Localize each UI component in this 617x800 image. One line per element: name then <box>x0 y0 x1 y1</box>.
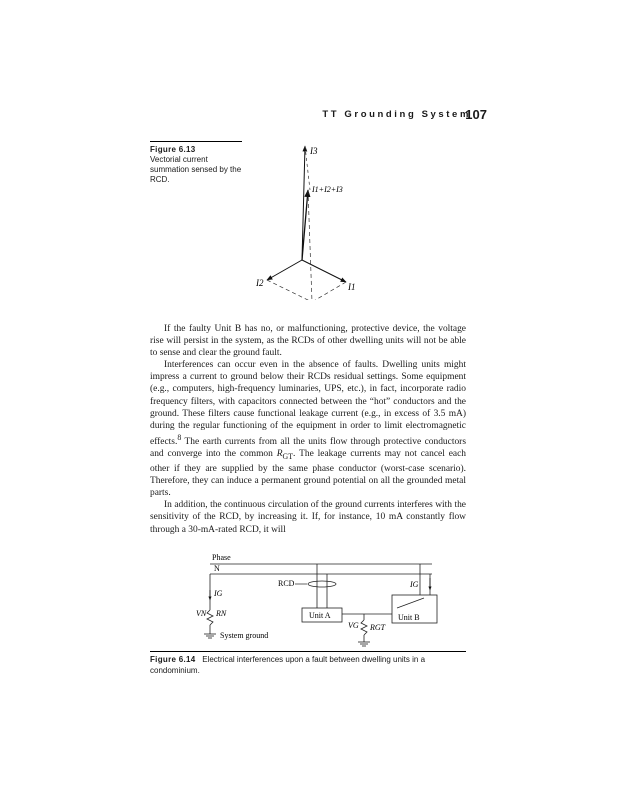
construction-line <box>267 280 312 300</box>
resistor-rgt <box>361 620 367 635</box>
label-phase: Phase <box>212 553 231 562</box>
paragraph: In addition, the continuous circulation of the ground currents interferes with the sensitivity of the RCD, by increasing it. If, for instance, 10 mA constantly flow through a 30-mA-rated RCD, it will <box>150 500 466 535</box>
running-header <box>0 108 617 128</box>
label-vg: VG <box>348 621 359 630</box>
paragraph: Interferences can occur even in the absence of faults. Dwelling units might impress a current to ground below their RCDs residual settings. Some equipment (e.g., computers, high-frequency luminaries, UPS, etc.), in fact, incorporate radio frequency filters, with capacitors connected between the “hot” conductors and the ground. These filters cause functional leakage current (e.g., in excess of 3.5 mA) during the regular functioning of the equipment in order to limit electromagnetic effects.$^8$ The earth currents from all the units flow through protective conductors and converge into the common $R_{GT}$. The leakage currents may not cancel each other if they are supplied by the same phase conductor (worst-case scenario). Therefore, they can induce a permanent ground potential on all the grounded metal parts. <box>150 360 467 499</box>
rcd-core <box>308 581 336 587</box>
paragraph: If the faulty Unit B has no, or malfunctioning, protective device, the voltage rise will persist in the system, as the RCDs of other dwelling units will not be able to sense and clear the ground fault. <box>150 324 466 359</box>
figure-6-14-caption <box>150 651 466 676</box>
label-ig-left: IG <box>214 589 223 598</box>
vector-i2 <box>267 260 302 280</box>
resistor-rn <box>207 610 213 625</box>
page-number: 107 <box>465 107 487 122</box>
label-vn: VN <box>196 609 207 618</box>
body-text <box>150 323 466 536</box>
running-header-title: TT Grounding System <box>322 109 471 120</box>
figure-6-14-caption-text: Electrical interferences upon a fault between dwelling units in a condominium. <box>150 655 426 675</box>
label-ig-right: IG <box>410 580 419 589</box>
label-system-ground: System ground <box>220 631 269 640</box>
label-rn: RN <box>216 609 227 618</box>
footnote-ref: 8 <box>177 432 182 442</box>
label-unit-b: Unit B <box>398 613 420 622</box>
figure-6-13-caption <box>150 141 242 185</box>
figure-6-13-caption-text: Vectorial current summation sensed by the RCD. <box>150 155 242 184</box>
label-rgt: RGT <box>370 623 386 632</box>
label-unit-a: Unit A <box>309 611 331 620</box>
label-rcd: RCD <box>278 579 295 588</box>
label-neutral: N <box>214 564 220 573</box>
label-i1: I1 <box>348 282 356 292</box>
vector-i1 <box>302 260 346 282</box>
label-i2: I2 <box>256 278 264 288</box>
figure-6-13-label: Figure 6.13 <box>150 145 196 154</box>
label-i3: I3 <box>310 146 318 156</box>
construction-line <box>312 282 346 300</box>
figure-6-14-label: Figure 6.14 <box>150 655 196 664</box>
figure-6-14-circuit-diagram <box>192 550 442 650</box>
label-sum: I1+I2+I3 <box>312 185 343 194</box>
figure-6-13-vector-diagram <box>250 140 380 300</box>
construction-line <box>308 190 312 300</box>
